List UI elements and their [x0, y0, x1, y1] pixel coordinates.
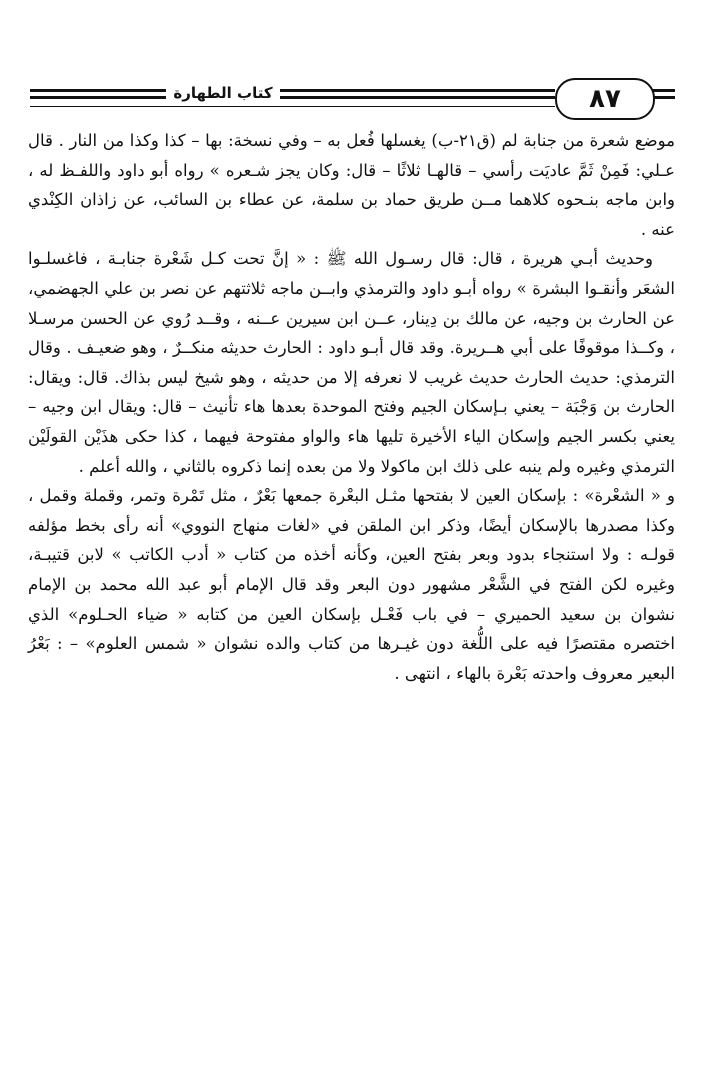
paragraph: موضع شعرة من جنابة لم (ق٢١-ب) يغسلها فُعل به – وفي نسخة: بها – كذا وكذا من النار . قال عـلي: فَمِنْ ثَمَّ عاديَت رأسي – قالهـا ثلاثًا – قال: وكان يجز شـعره » رواه أبو داود واللفـظ له ، وابن ماجه بنـحوه كلاهما مــن طريق حماد بن سلمة، عن عطاء بن السائب، عن زاذان الكِنْدي عنه .: [28, 131, 675, 239]
chapter-title: كتاب الطهارة: [168, 84, 278, 102]
paragraph: وحديث أبـي هريرة ، قال: قال رسـول الله ﷺ : « إنَّ تحت كـل شَعْرة جنابـة ، فاغسلـوا الشعَر وأنقـوا البشرة » رواه أبـو داود والترمذي وابــن ماجه ثلاثتهم عن نصر بن علي الجهضمي، عن الحارث بن وجيه، عن مالك بن دِينار، عــن ابن سيرين عــنه ، وقــد رُوي عن الحسن مرسـلا ، وكــذا موقوفًا على أبي هــريرة. وقد قال أبـو داود : الحارث حديثه منكــرٌ ، وهو ضعيـف . وقال الترمذي: حديث الحارث حديث غريب لا نعرفه إلا من حديثه ، وهو شيخ ليس بذاك. قال: ويقال: الحارث بن وَجْبَة – يعني بـإسكان الجيم وفتح الموحدة بعدها هاء تأنيث – قال: ويقال ابن وجيه – يعني بكسر الجيم وإسكان الياء الأخيرة تليها هاء والواو مفتوحة فيهما ، كذا حكى هذَيْن القولَيْن الترمذي وغيره ولم ينبه على ذلك ابن ماكولا ولا من بعده إنما ذكروه بالثاني ، والله أعلم .: [28, 249, 675, 476]
paragraph: و « الشعْرة» : بإسكان العين لا بفتحها مثـل البعْرة جمعها بَعْرٌ ، مثل تَمْرة وتمر، وقملة وقمل ، وكذا مصدرها بالإسكان أيضًا، وذكر ابن الملقن في «لغات منهاج النووي» أنه رأى بخط مؤلفه قولـه : ولا استنجاء بدود وبعر بفتح العين، وكأنه أخذه من كتاب « أدب الكاتب » لابن قتيبـة، وغيره لكن الفتح في الشَّعْر مشهور دون البعر وقد قال الإمام أبو عبد الله محمد بن الإمام نشوان بن سعيد الحميري – في باب فَعْـل بإسكان العين من كتابه « ضياء الحـلوم» الذي اختصره مقتصرًا فيه على اللُّغة دون غيـرها من كتاب والده نشوان « شمس العلوم» – : بَعْرُ البعير معروف واحدته بَعْرة بالهاء ، انتهى .: [28, 486, 675, 683]
header-rule: [280, 96, 555, 99]
page-number: ٨٧: [555, 78, 655, 120]
header-rule: [30, 89, 166, 92]
header-rule: [651, 89, 675, 92]
header-rule: [280, 89, 555, 92]
header-underline: [30, 106, 555, 107]
body-text: [28, 126, 675, 688]
page-header: [30, 78, 675, 118]
header-rule: [30, 96, 166, 99]
